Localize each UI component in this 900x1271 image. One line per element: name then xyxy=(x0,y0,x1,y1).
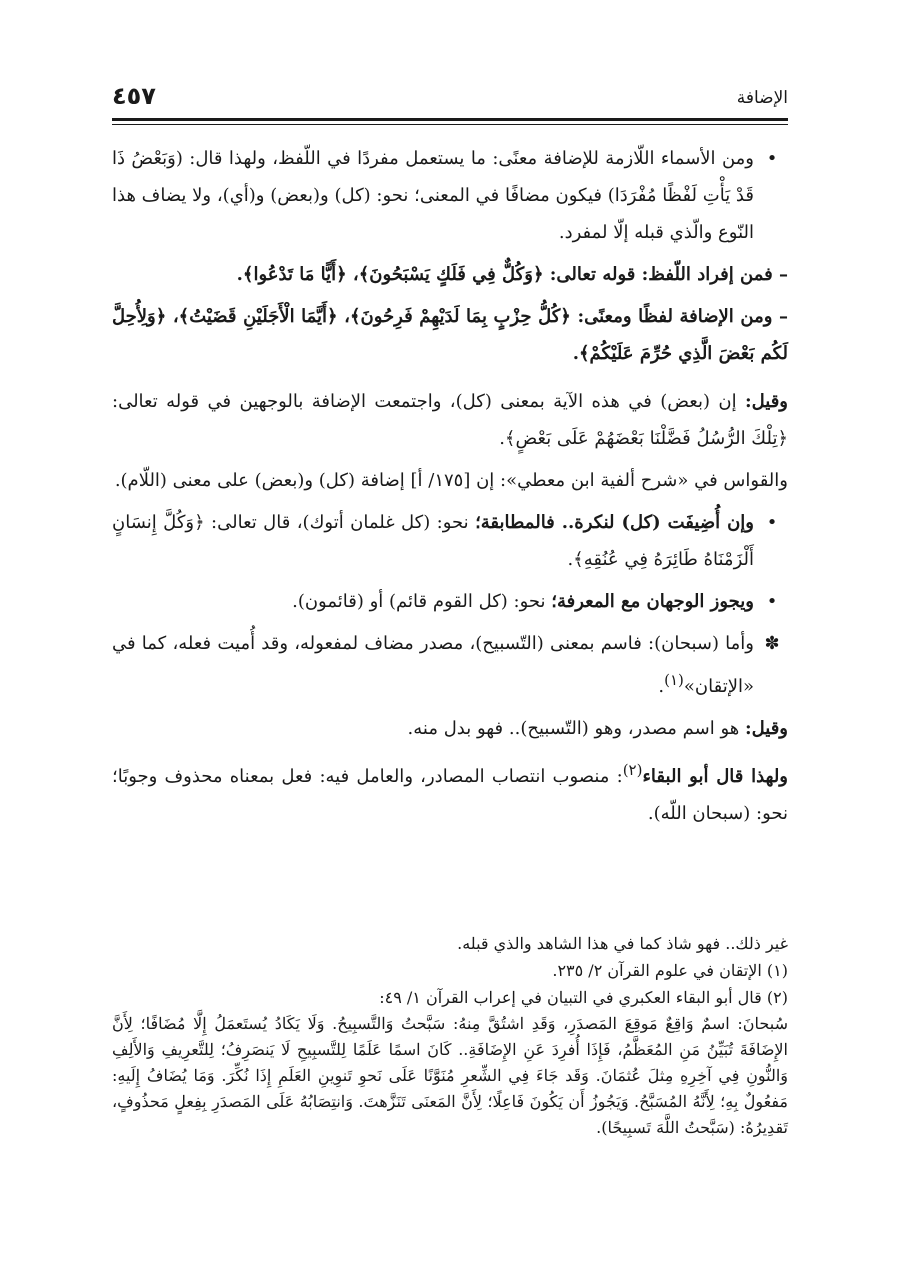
paragraph-text: ومن الأسماء اللّازمة للإضافة معنًى: ما يستعمل مفردًا في اللّفظ، ولهذا قال: (وَبَعْضُ ذَا قَدْ يَأْتِ لَفْظًا مُفْرَدَا) فيكون مضافًا في المعنى؛ نحو: (كل) و(بعض) و(أي)، ولا يضاف هذا النّوع والّذي قبله إلّا لمفرد. xyxy=(112,148,754,243)
footnote-ref[interactable]: (٢) xyxy=(622,761,643,779)
bullet-marker: • xyxy=(766,148,778,169)
paragraph-lead: وقيل: xyxy=(744,718,788,739)
paragraph-lead: ولهذا قال أبو البقاء xyxy=(642,766,788,787)
paragraph-text: : منصوب انتصاب المصادر، والعامل فيه: فعل بمعناه محذوف وجوبًا؛ نحو: (سبحان اللّه). xyxy=(112,766,788,824)
running-title: الإضافة xyxy=(736,88,788,108)
paragraph-lazim-meaning xyxy=(112,140,788,251)
paragraph-lead: وإن أُضِيفَت (كل) لنكرة.. فالمطابقة؛ xyxy=(475,512,754,533)
bullet-marker: • xyxy=(766,591,778,612)
paragraph-wa-qila-2 xyxy=(112,710,788,747)
paragraph-text: نحو: (كل القوم قائم) أو (قائمون). xyxy=(292,591,552,612)
paragraph-text: هو اسم مصدر، وهو (التّسبيح).. فهو بدل منه. xyxy=(407,718,745,739)
paragraph-text: نحو: (كل غلمان أتوك)، قال تعالى: ﴿وَكُلَّ إِنسَانٍ أَلْزَمْنَاهُ طَائِرَهُ فِي عُنُقِهِ﴾. xyxy=(112,512,754,570)
header-rule-thin xyxy=(112,124,788,125)
page-number: ٤٥٧ xyxy=(112,82,156,110)
paragraph-idafa-lafz-maana xyxy=(112,298,788,372)
paragraph-text: إن (بعض) في هذه الآية بمعنى (كل)، واجتمعت الإضافة بالوجهين في قوله تعالى: ﴿تِلْكَ الرُّسُلُ فَضَّلْنَا بَعْضَهُمْ عَلَى بَعْضٍ﴾. xyxy=(112,391,788,449)
main-text xyxy=(112,140,788,837)
paragraph-wa-qila-1 xyxy=(112,383,788,457)
footnote-2: (٢) قال أبو البقاء العكبري في التبيان في إعراب القرآن ١/ ٤٩: xyxy=(379,988,788,1007)
footnote-ref[interactable]: (١) xyxy=(664,671,684,689)
quran-verses: ﴿كُلُّ حِزْبٍ بِمَا لَدَيْهِمْ فَرِحُونَ﴾، ﴿أَيَّمَا الْأَجَلَيْنِ قَضَيْتُ﴾، ﴿وَلِأُحِلَّ لَكُم بَعْضَ الَّذِي حُرِّمَ عَلَيْكُمْ﴾. xyxy=(112,306,788,364)
paragraph-text: والقواس في «شرح ألفية ابن معطي»: إن [١٧٥/ أ] إضافة (كل) و(بعض) على معنى (اللّام). xyxy=(114,470,788,491)
page-header xyxy=(112,82,788,116)
paragraph-kull-nakira xyxy=(112,504,788,578)
paragraph-lead: – فمن إفراد اللّفظ: xyxy=(641,264,788,285)
footnotes xyxy=(112,930,788,1141)
paragraph-kull-marifa xyxy=(112,583,788,620)
paragraph-abu-al-baqa xyxy=(112,752,788,832)
bullet-marker: • xyxy=(766,512,778,533)
footnote-2-quote: سُبحانَ: اسمٌ وَاقِعٌ مَوقِعَ المَصدَرِ، وَقَدِ اشتُقَّ مِنهُ: سَبَّحتُ وَالتَّسبِيحُ. وَلَا يَكَادُ يُستَعمَلُ إِلَّا مُضَافًا؛ لِأَنَّ الإِضَافَةَ تُبَيِّنُ مَنِ المُعَظَّمُ، فَإِذَا أُفرِدَ عَنِ الإِضَافَةِ.. كَانَ اسمًا عَلَمًا لِلتَّسبِيحِ لَا يَنصَرِفُ؛ لِلتَّعرِيفِ وَالأَلِفِ وَالنُّونِ فِي آخِرِهِ مِثلَ عُثمَانَ. وَقَد جَاءَ فِي الشِّعرِ مُنَوَّنًا عَلَى نَحوِ تَنوِينِ العَلَمِ إِذَا نُكِّرَ. وَمَا يُضَافُ إِلَيهِ: مَفعُولٌ بِهِ؛ لِأَنَّهُ المُسَبَّحُ. وَيَجُوزُ أَن يَكُونَ فَاعِلًا؛ لِأَنَّ المَعنَى تَنَزَّهتَ. وَانتِصَابُهُ عَلَى المَصدَرِ بِفِعلٍ مَحذُوفٍ، تَقدِيرُهُ: (سَبَّحتُ اللَّهَ تَسبِيحًا). xyxy=(112,1014,789,1137)
paragraph-text: وأما (سبحان): فاسم بمعنى (التّسبيح)، مصدر مضاف لمفعوله، وقد أُميت فعله، كما في «الإتقان» xyxy=(112,633,754,697)
footnote-1: (١) الإتقان في علوم القرآن ٢/ ٢٣٥. xyxy=(552,961,788,980)
paragraph-ifrad-lafz xyxy=(112,256,788,293)
header-rule-thick xyxy=(112,118,788,121)
star-marker: ✽ xyxy=(764,633,780,654)
paragraph-lead: وقيل: xyxy=(744,391,788,412)
quran-verses: قوله تعالى: ﴿وَكُلٌّ فِي فَلَكٍ يَسْبَحُونَ﴾، ﴿أَيًّا مَا تَدْعُوا﴾. xyxy=(236,264,642,285)
paragraph-subhan xyxy=(112,625,788,705)
paragraph-qawwas xyxy=(112,462,788,499)
footnote-continuation: غير ذلك.. فهو شاذ كما في هذا الشاهد والذي قبله. xyxy=(457,934,788,953)
paragraph-lead: – ومن الإضافة لفظًا ومعنًى: xyxy=(577,306,788,327)
paragraph-lead: ويجوز الوجهان مع المعرفة؛ xyxy=(551,591,754,612)
paragraph-tail: . xyxy=(658,676,665,697)
